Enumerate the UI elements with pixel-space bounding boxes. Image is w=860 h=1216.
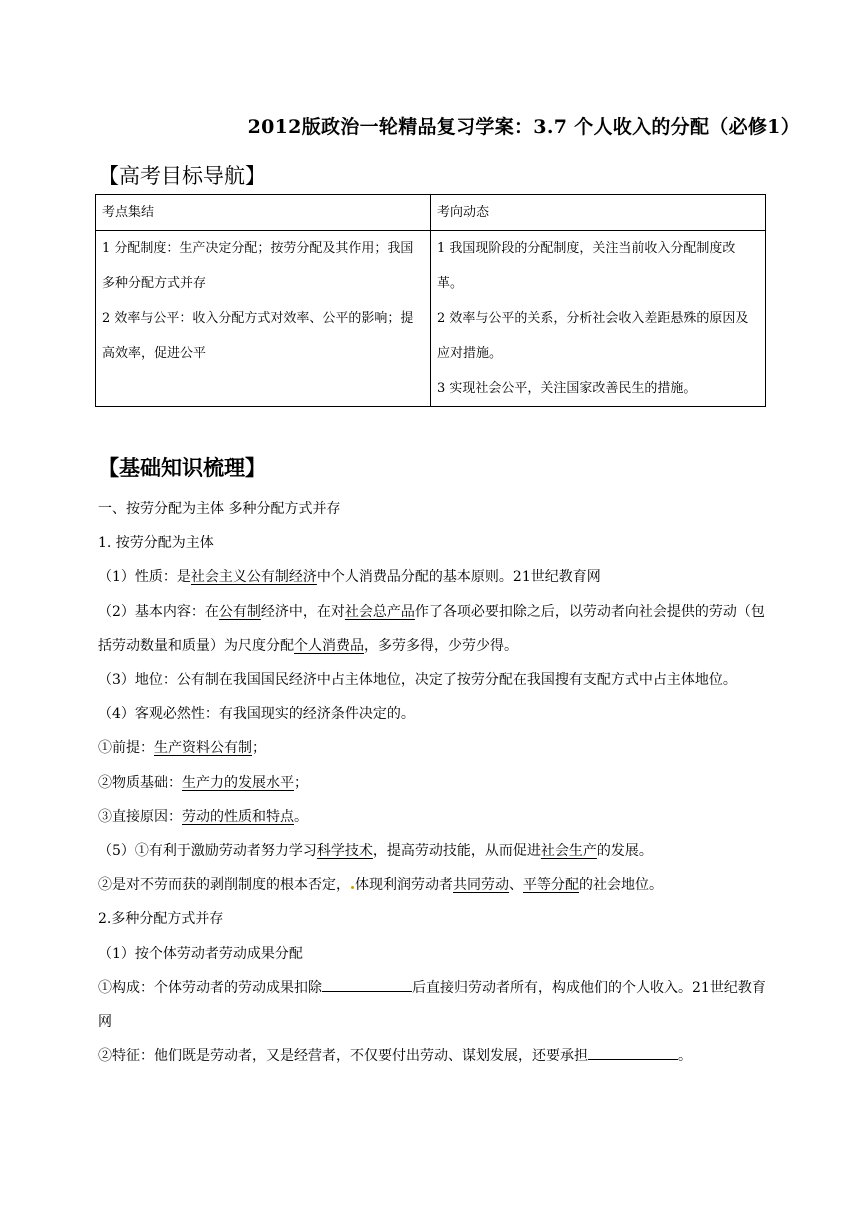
document-body — [98, 492, 766, 1073]
underlined-term: 个人消费品 — [294, 637, 364, 654]
fill-in-blank[interactable] — [588, 1044, 678, 1060]
table-header-cell: 考向动态 — [431, 195, 766, 231]
text-segment: 。 — [678, 1048, 692, 1065]
underlined-term: 公有制 — [218, 603, 261, 620]
text-segment: ②特征：他们既是劳动者，又是经营者，不仅要付出劳动、谋划发展，还要承担 — [98, 1048, 588, 1065]
table-cell-paragraph: 2 效率与公平：收入分配方式对效率、公平的影响；提高效率，促进公平 — [102, 311, 414, 361]
text-segment: 作了各项必要扣除之后，以劳动者向社会提供的劳动（包括劳动数量和质量）为尺度分配 — [98, 603, 765, 654]
text-segment: ①前提： — [98, 740, 154, 757]
text-segment: 的发展。 — [596, 843, 653, 860]
table-cell-key-points — [96, 231, 431, 407]
text-line: 一、按劳分配为主体 多种分配方式并存 — [98, 501, 341, 517]
text-paragraph — [98, 595, 766, 663]
text-line — [98, 560, 766, 594]
table-cell-paragraph: 1 我国现阶段的分配制度，关注当前收入分配制度改革。 — [437, 241, 736, 291]
text-segment: ，提高劳动技能，从而促进 — [372, 843, 541, 860]
text-segment: ，多劳多得，少劳少得。 — [364, 637, 518, 654]
text-line — [98, 868, 766, 902]
underlined-term: 生产资料公有制 — [154, 740, 252, 757]
text-segment: 后直接归劳动者所有，构成他们的个人收入。21世纪教育网 — [98, 979, 766, 1031]
underlined-term: 生产力的发展水平 — [182, 774, 294, 791]
text-line — [98, 800, 766, 834]
underlined-term: 平等分配 — [523, 877, 579, 894]
text-segment: ②物质基础： — [98, 774, 182, 791]
text-paragraph — [98, 971, 766, 1039]
table-cell-paragraph: 1 分配制度：生产决定分配；按劳分配及其作用；我国多种分配方式并存 — [102, 241, 414, 291]
text-line: （1）按个体劳动者劳动成果分配 — [98, 945, 303, 962]
underlined-term: 劳动的性质和特点 — [182, 808, 294, 825]
decorative-dot — [351, 886, 354, 889]
text-segment: 体现利润劳动者 — [355, 877, 453, 894]
fill-in-blank[interactable] — [322, 976, 412, 992]
text-line: 1. 按劳分配为主体 — [98, 535, 214, 552]
document-title: 2012版政治一轮精品复习学案：3.7 个人收入的分配（必修1） — [247, 116, 800, 138]
text-segment: 的社会地位。 — [579, 877, 663, 894]
text-paragraph: （3）地位：公有制在我国国民经济中占主体地位，决定了按劳分配在我国搜有支配方式中占主体地位。 — [98, 672, 737, 689]
underlined-term: 社会生产 — [540, 843, 597, 860]
text-segment: （2）基本内容：在 — [98, 603, 219, 620]
text-segment: ①构成：个体劳动者的劳动成果扣除 — [98, 979, 322, 996]
text-segment: ③直接原因： — [98, 808, 182, 825]
underlined-term: 社会主义公有制经济 — [190, 569, 317, 586]
table-header-cell: 考点集结 — [96, 195, 431, 231]
text-line: （4）客观必然性：有我国现实的经济条件决定的。 — [98, 706, 415, 723]
text-segment: 经济中，在对 — [260, 603, 345, 620]
underlined-term: 社会总产品 — [344, 603, 415, 620]
table-row — [96, 231, 766, 407]
underlined-term: 共同劳动 — [453, 877, 509, 894]
text-segment: （5）①有利于激励劳动者努力学习 — [98, 843, 317, 860]
table-cell-paragraph: 2 效率与公平的关系，分析社会收入差距悬殊的原因及应对措施。 — [437, 311, 749, 361]
text-segment: （1）性质：是 — [98, 569, 191, 586]
text-line — [98, 1039, 766, 1073]
text-segment: 。 — [294, 808, 308, 825]
exam-goals-table — [95, 194, 766, 407]
text-line — [98, 834, 766, 868]
table-cell-paragraph: 3 实现社会公平，关注国家改善民生的措施。 — [437, 381, 697, 396]
text-segment: ； — [252, 740, 266, 757]
text-segment: 中个人消费品分配的基本原则。21世纪教育网 — [316, 569, 601, 586]
table-header-row — [96, 195, 766, 231]
text-segment: 、 — [509, 877, 523, 894]
section-heading-exam-goals: 【高考目标导航】 — [98, 164, 266, 188]
text-segment: ； — [294, 774, 308, 791]
text-line — [98, 731, 766, 765]
section-heading-basics: 【基础知识梳理】 — [98, 455, 266, 480]
text-segment: ②是对不劳而获的剥削制度的根本否定， — [98, 877, 350, 894]
underlined-term: 科学技术 — [316, 843, 373, 860]
text-line — [98, 766, 766, 800]
table-cell-trends — [431, 231, 766, 407]
text-line: 2.多种分配方式并存 — [98, 911, 224, 928]
